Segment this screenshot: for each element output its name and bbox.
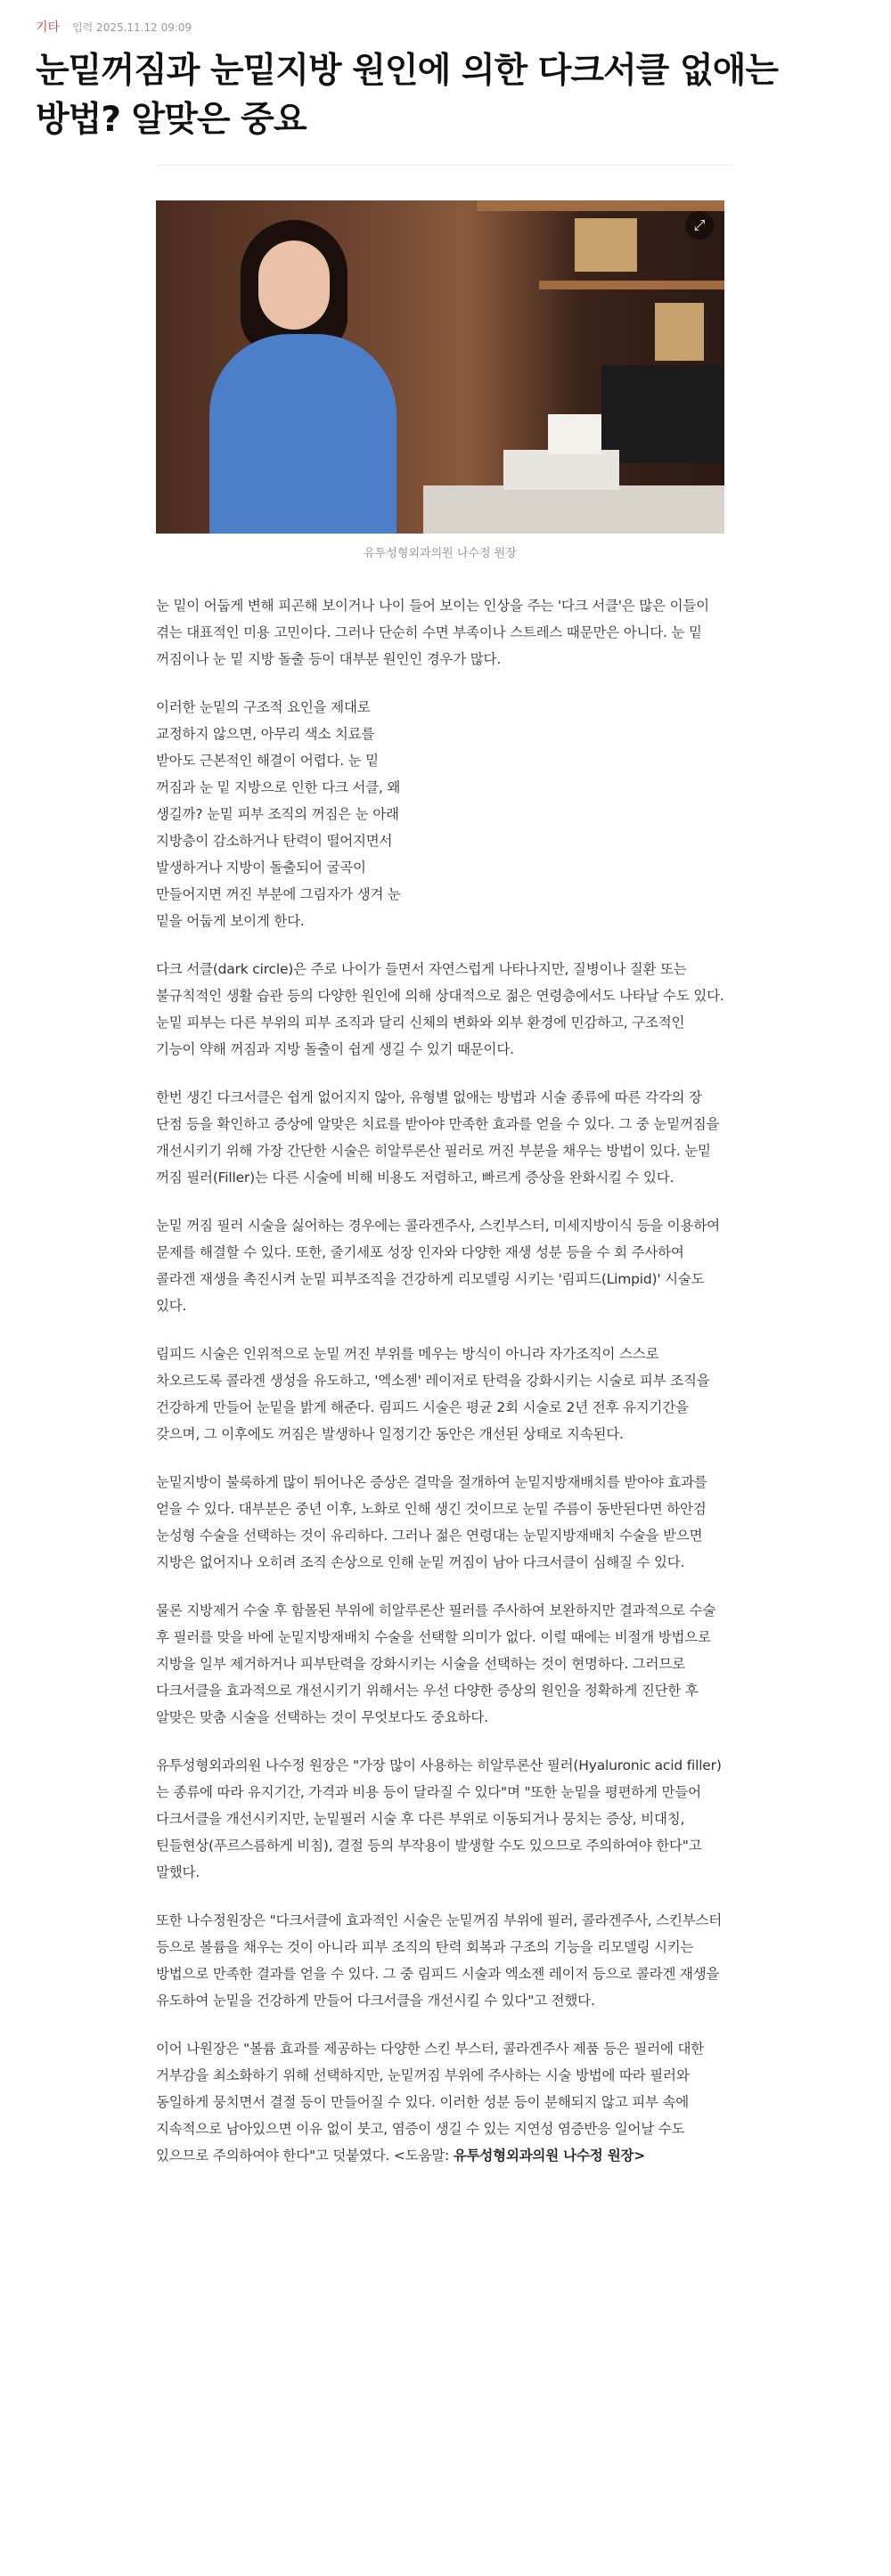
paragraph: 물론 지방제거 수술 후 함몰된 부위에 히알루론산 필러를 주사하여 보완하지만 결과적으로 수술 후 필러를 맞을 바에 눈밑지방재배치 수술을 선택할 의미가 없다. 이럴 때에는 비절개 방법으로 지방을 일부 제거하거나 피부탄력을 강화시키는 시술을 선택하는 것이 현명하다. 그러므로 다크서클을 효과적으로 개선시키기 위해서는 우선 다양한 증상의 원인을 정확하게 진단한 후 알맞은 맞춤 시술을 선택하는 것이 무엇보다도 중요하다. [156,1602,716,1725]
article-body [156,592,724,2169]
photo-caption: 유투성형외과의원 나수정 원장 [364,547,517,560]
source-credit: 유투성형외과의원 나수정 원장> [453,2148,646,2164]
paragraph-text: 이어 나원장은 "볼륨 효과를 제공하는 다양한 스킨 부스터, 콜라겐주사 제품 등은 필러에 대한 거부감을 최소화하기 위해 선택하지만, 눈밑꺼짐 부위에 주사하는 시술 방법에 따라 필러와 동일하게 뭉치면서 결절 등이 만들어질 수 있다. 이러한 성분 등이 분해되지 않고 피부 속에 지속적으로 남아있으면 이유 없이 붓고, 염증이 생길 수 있는 지연성 염증반응 일어날 수도 있으므로 주의하여야 한다"고 덧붙였다. <도움말: [156,2041,704,2164]
paragraph: 눈밑지방이 불룩하게 많이 튀어나온 증상은 결막을 절개하여 눈밑지방재배치를 받아야 효과를 얻을 수 있다. 대부분은 중년 이후, 노화로 인해 생긴 것이므로 눈밑 주름이 동반된다면 하안검 눈성형 수술을 선택하는 것이 유리하다. 그러나 젊은 연령대는 눈밑지방재배치 수술을 받으면 지방은 없어지나 오히려 조직 손상으로 인해 눈밑 꺼짐이 남아 다크서클이 심해질 수 있다. [156,1474,707,1570]
header-divider [156,165,735,166]
article-title: 눈밑꺼짐과 눈밑지방 원인에 의한 다크서클 없애는 방법? 알맞은 중요 [36,51,779,140]
article-header [36,18,855,144]
paragraph: 눈밑 꺼짐 필러 시술을 싫어하는 경우에는 콜라겐주사, 스킨부스터, 미세지방이식 등을 이용하여 문제를 해결할 수 있다. 또한, 줄기세포 성장 인자와 다양한 재생 성분 등을 수 회 주사하여 콜라겐 재생을 촉진시켜 눈밑 피부조직을 건강하게 리모델링 시키는 '림피드(Limpid)' 시술도 있다. [156,1218,720,1314]
paragraph: 눈 밑이 어둡게 변해 피곤해 보이거나 나이 들어 보이는 인상을 주는 '다크 서클'은 많은 이들이 겪는 대표적인 미용 고민이다. 그러나 단순히 수면 부족이나 스트레스 때문만은 아니다. 눈 밑 꺼짐이나 눈 밑 지방 돌출 등이 대부분 원인인 경우가 많다. [156,598,709,667]
expand-icon[interactable]: ⤢ [685,211,714,240]
paragraph: 다크 서클(dark circle)은 주로 나이가 들면서 자연스럽게 나타나지만, 질병이나 질환 또는 불규칙적인 생활 습관 등의 다양한 원인에 의해 상대적으로 젊은 연령층에서도 나타날 수도 있다. 눈밑 피부는 다른 부위의 피부 조직과 달리 신체의 변화와 외부 환경에 민감하고, 구조적인 기능이 약해 꺼짐과 지방 돌출이 쉽게 생길 수 있기 때문이다. [156,961,724,1057]
paragraph: 림피드 시술은 인위적으로 눈밑 꺼진 부위를 메우는 방식이 아니라 자가조직이 스스로 차오르도록 콜라겐 생성을 유도하고, '엑소젠' 레이저로 탄력을 강화시키는 시술로 피부 조직을 건강하게 만들어 눈밑을 밝게 해준다. 림피드 시술은 평균 2회 시술로 2년 전후 유지기간을 갖으며, 그 이후에도 꺼짐은 발생하나 일정기간 동안은 개선된 상태로 지속된다. [156,1346,710,1442]
article-photo [156,200,724,534]
paragraph: 한번 생긴 다크서클은 쉽게 없어지지 않아, 유형별 없애는 방법과 시술 종류에 따른 각각의 장 단점 등을 확인하고 증상에 알맞은 치료를 받아야 만족한 효과를 얻을 수 있다. 그 중 눈밑꺼짐을 개선시키기 위해 가장 간단한 시술은 히알루론산 필러로 꺼진 부분을 채우는 방법이 있다. 눈밑 꺼짐 필러(Filler)는 다른 시술에 비해 비용도 저렴하고, 빠르게 증상을 완화시킬 수 있다. [156,1089,720,1186]
paragraph: 이러한 눈밑의 구조적 요인을 제대로 교정하지 않으면, 아무리 색소 치료를 받아도 근본적인 해결이 어렵다. 눈 밑 꺼짐과 눈 밑 지방으로 인한 다크 서클, 왜 생길까? 눈밑 피부 조직의 꺼짐은 눈 아래 지방층이 감소하거나 탄력이 떨어지면서 발생하거나 지방이 돌출되어 굴곡이 만들어지면 꺼진 부분에 그림자가 생겨 눈 밑을 어둡게 보이게 한다. [156,699,401,929]
paragraph: 유투성형외과의원 나수정 원장은 "가장 많이 사용하는 히알루론산 필러(Hyaluronic acid filler)는 종류에 따라 유지기간, 가격과 비용 등이 달라질 수 있다"며 "또한 눈밑을 평편하게 만들어 다크서클을 개선시키지만, 눈밑필러 시술 후 다른 부위로 이동되거나 뭉치는 증상, 비대칭, 틴들현상(푸르스름하게 비침), 결절 등의 부작용이 발생할 수도 있으므로 주의하여야 한다"고 말했다. [156,1757,722,1880]
published-date: 입력 2025.11.12 09:09 [72,20,192,34]
article-meta [36,18,855,36]
paragraph-last [156,2035,724,2169]
category-label[interactable]: 기타 [36,20,61,35]
paragraph: 또한 나수정원장은 "다크서클에 효과적인 시술은 눈밑꺼짐 부위에 필러, 콜라겐주사, 스킨부스터 등으로 볼륨을 채우는 것이 아니라 피부 조직의 탄력 회복과 구조의 기능을 리모델링 시키는 방법으로 만족한 결과를 얻을 수 있다. 그 중 림피드 시술과 엑소젠 레이저 등으로 콜라겐 재생을 유도하여 눈밑을 건강하게 만들어 다크서클을 개선시킬 수 있다"고 전했다. [156,1912,723,2009]
